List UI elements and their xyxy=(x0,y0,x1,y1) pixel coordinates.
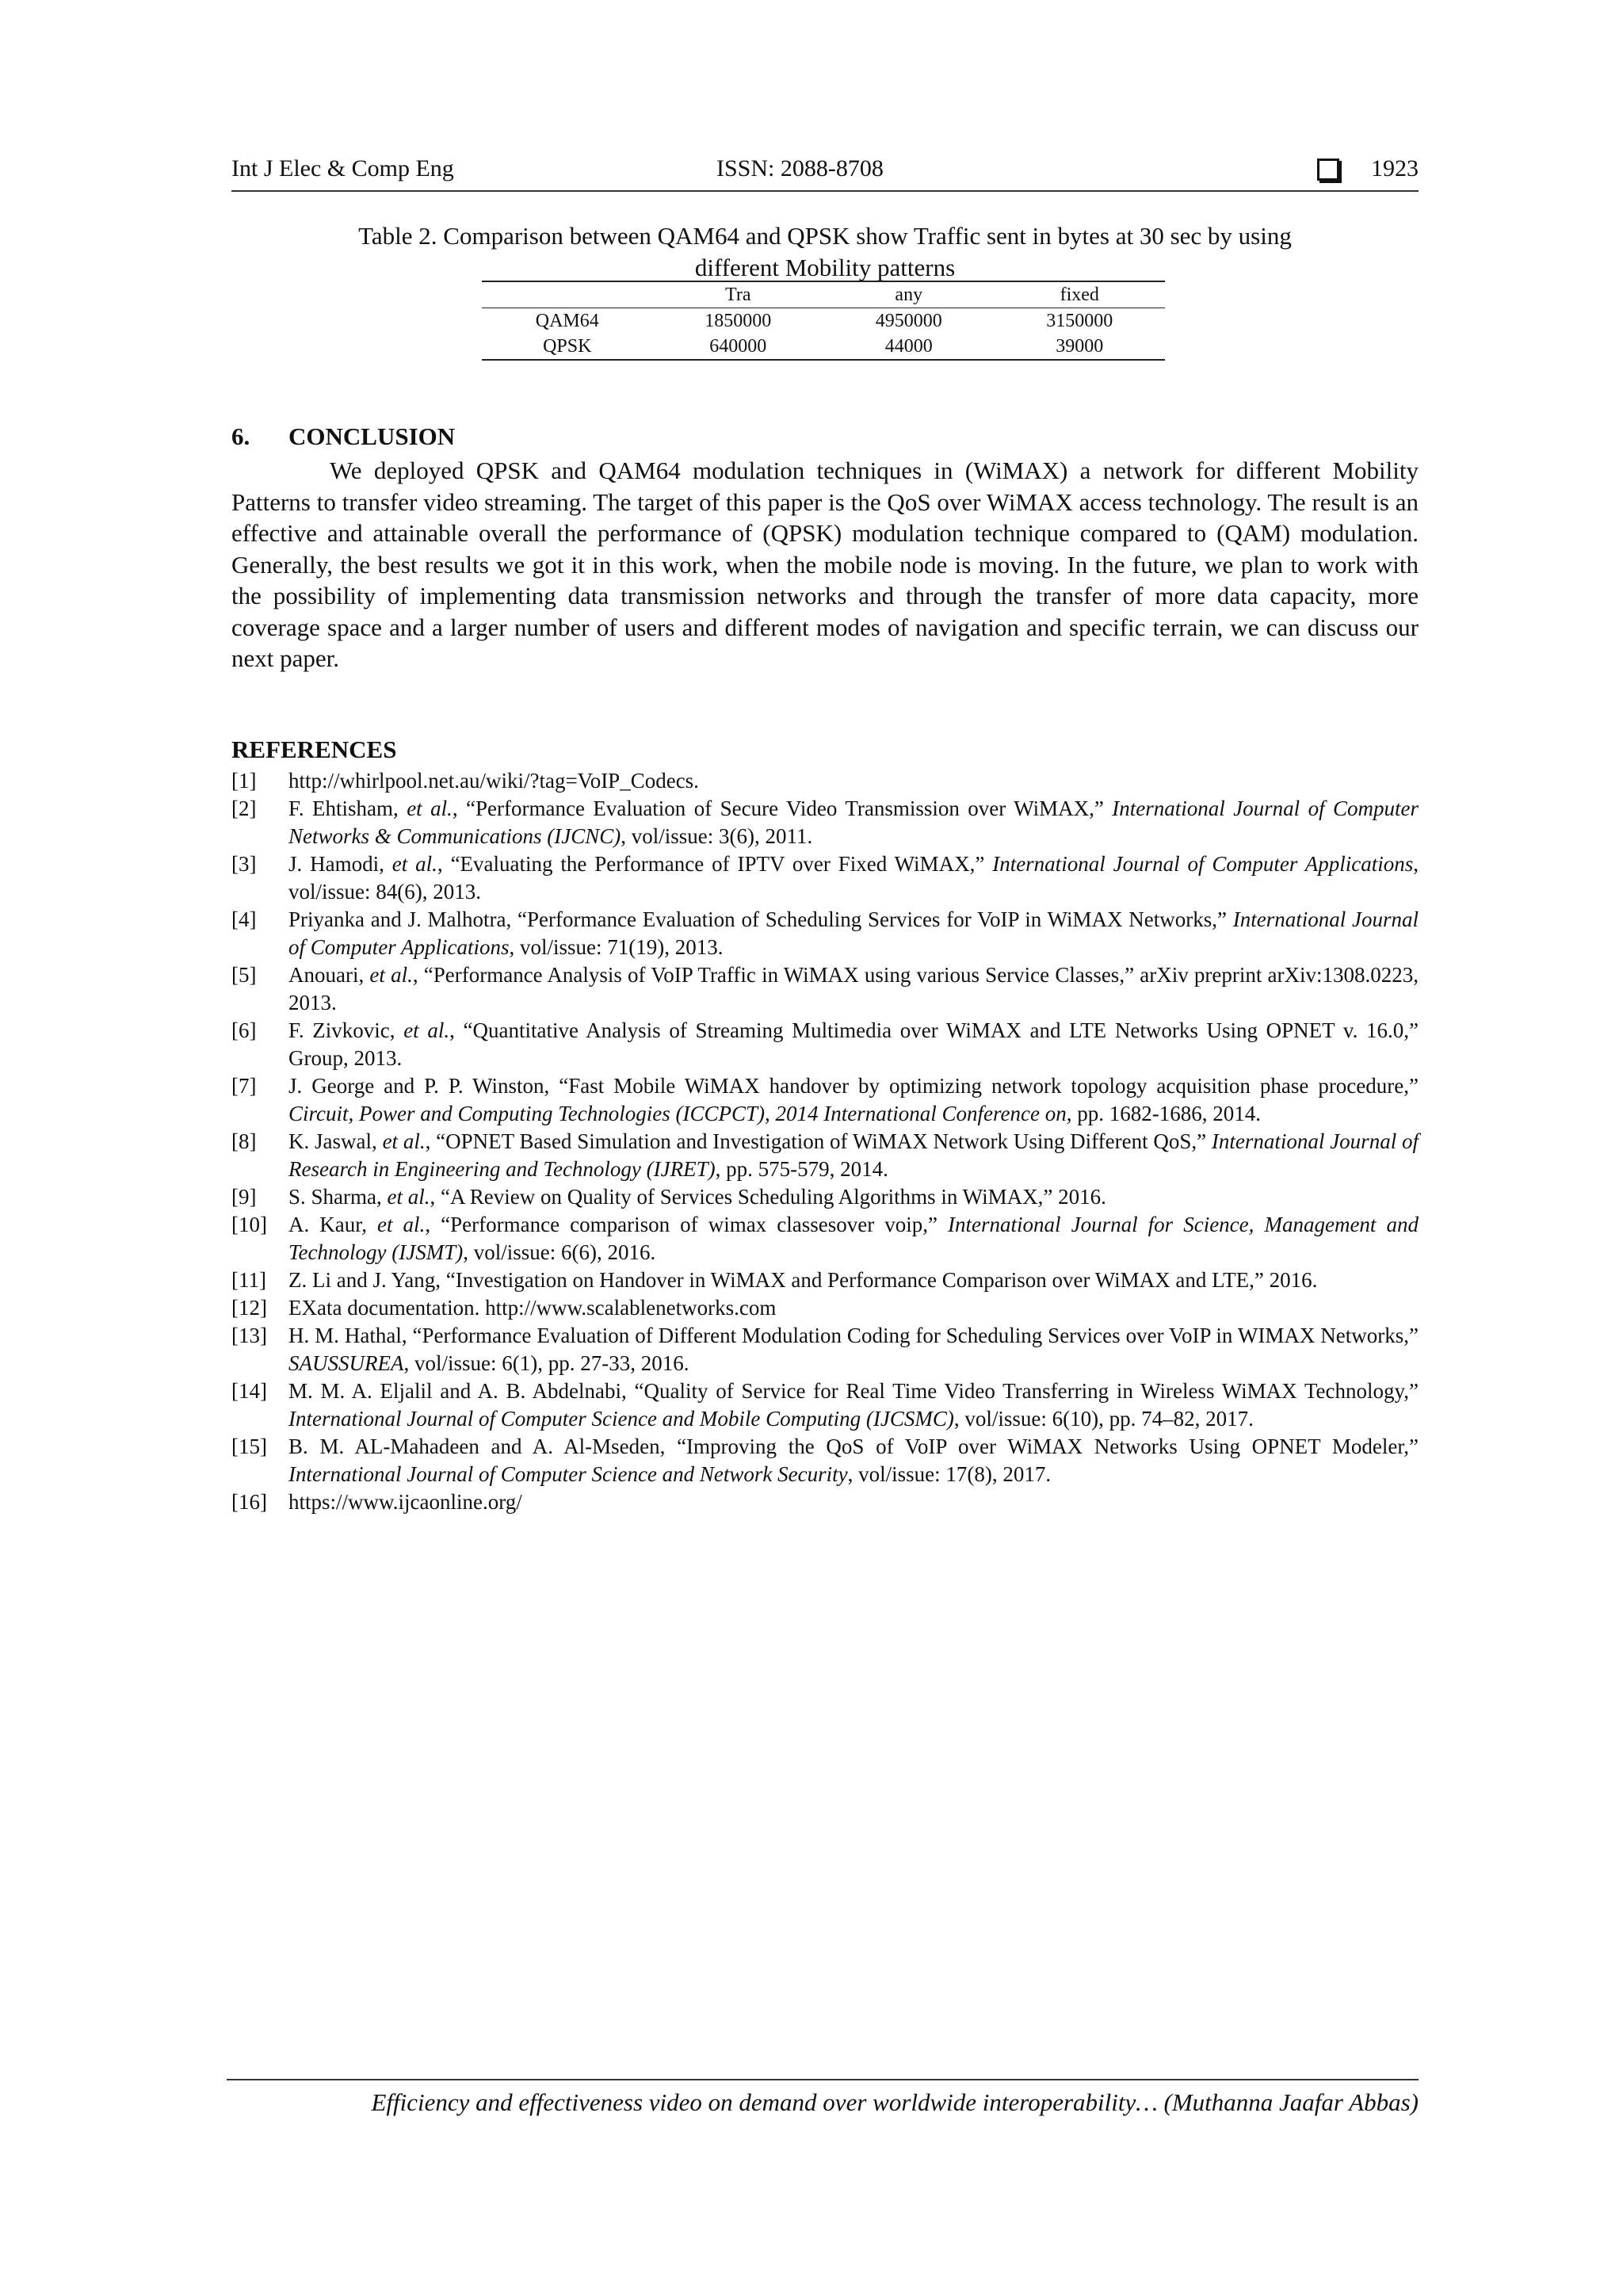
reference-italic-part: et al. xyxy=(407,797,453,820)
reference-text-part: Anouari, xyxy=(288,963,370,987)
reference-number: [11] xyxy=(231,1268,266,1292)
reference-text-part: http://whirlpool.net.au/wiki/?tag=VoIP_Codecs. xyxy=(288,769,699,793)
reference-italic-part: International Journal of Computer Applications xyxy=(288,907,1419,959)
reference-number: [4] xyxy=(231,907,257,931)
table-cell: 44000 xyxy=(884,335,933,357)
table-cell: 39000 xyxy=(1056,335,1104,357)
reference-italic-part: SAUSSUREA xyxy=(288,1351,404,1375)
reference-text-part: Priyanka and J. Malhotra, “Performance Evaluation of Scheduling Services for VoIP in WiMAX Networks,” xyxy=(288,907,1233,931)
reference-number: [1] xyxy=(231,769,257,793)
reference-italic-part: et al. xyxy=(391,852,437,876)
table-caption xyxy=(231,220,1419,284)
reference-text xyxy=(288,1488,1419,1516)
reference-number: [3] xyxy=(231,852,257,876)
reference-text-part: , pp. 1682-1686, 2014. xyxy=(1066,1102,1261,1125)
reference-italic-part: Circuit, Power and Computing Technologies (ICCPCT), 2014 International Conference on xyxy=(288,1102,1067,1125)
reference-text xyxy=(288,1072,1419,1128)
reference-item xyxy=(231,1072,1419,1128)
section-number: 6. xyxy=(231,422,250,450)
comparison-table xyxy=(482,281,1165,361)
square-bullet-icon xyxy=(1317,159,1339,181)
reference-number: [15] xyxy=(231,1435,267,1458)
reference-text-part: https://www.ijcaonline.org/ xyxy=(288,1490,522,1514)
reference-text xyxy=(288,850,1419,906)
section-title: CONCLUSION xyxy=(288,422,456,450)
table-cell: QAM64 xyxy=(535,310,599,331)
reference-text-part: F. Ehtisham, xyxy=(288,797,407,820)
reference-text-part: M. M. A. Eljalil and A. B. Abdelnabi, “Quality of Service for Real Time Video Transferring in Wireless WiMAX Technology,” xyxy=(288,1379,1419,1403)
reference-italic-part: et al. xyxy=(369,963,413,987)
reference-italic-part: International Journal of Computer Networks & Communications (IJCNC) xyxy=(288,797,1419,848)
page-number-group xyxy=(1317,155,1419,182)
reference-text-part: J. George and P. P. Winston, “Fast Mobile WiMAX handover by optimizing network topology acquisition phase procedure,” xyxy=(288,1074,1419,1098)
reference-text-part: F. Zivkovic, xyxy=(288,1018,404,1042)
reference-text xyxy=(288,906,1419,961)
reference-italic-part: et al. xyxy=(403,1018,450,1042)
reference-number: [7] xyxy=(231,1074,257,1098)
reference-text-part: S. Sharma, xyxy=(288,1185,388,1209)
reference-italic-part: International Journal of Computer Science and Network Security xyxy=(288,1462,848,1486)
reference-text xyxy=(288,795,1419,850)
reference-text-part: , “Performance Analysis of VoIP Traffic in WiMAX using various Service Classes,” arXiv preprint arXiv:1308.0223, 2013. xyxy=(288,963,1419,1014)
reference-text-part: , vol/issue: 17(8), 2017. xyxy=(847,1462,1052,1486)
reference-italic-part: et al. xyxy=(382,1129,426,1153)
journal-name: Int J Elec & Comp Eng xyxy=(231,155,454,181)
reference-text-part: , vol/issue: 3(6), 2011. xyxy=(621,824,813,848)
reference-number: [9] xyxy=(231,1185,257,1209)
page-number: 1923 xyxy=(1371,155,1419,181)
reference-text xyxy=(288,1377,1419,1433)
reference-text-part: , “Performance Evaluation of Secure Video Transmission over WiMAX,” xyxy=(452,797,1113,820)
reference-item xyxy=(231,1377,1419,1433)
conclusion-paragraph: We deployed QPSK and QAM64 modulation techniques in (WiMAX) a network for different Mobility Patterns to transfer video streaming. The target of this paper is the QoS over WiMAX access technology. The result is an effective and attainable overall the performance of (QPSK) modulation technique compared to (QAM) modulation. Generally, the best results we got it in this work, when the mobile node is moving. In the future, we plan to work with the possibility of implementing data transmission networks and through the transfer of more data capacity, more coverage space and a larger number of users and different modes of navigation and specific terrain, we can discuss our next paper. xyxy=(231,457,1419,672)
reference-item xyxy=(231,1183,1419,1211)
reference-item xyxy=(231,1433,1419,1488)
reference-text xyxy=(288,1294,1419,1322)
reference-number: [12] xyxy=(231,1296,267,1320)
reference-text-part: , “OPNET Based Simulation and Investigation of WiMAX Network Using Different QoS,” xyxy=(425,1129,1212,1153)
reference-item xyxy=(231,961,1419,1017)
reference-item xyxy=(231,906,1419,961)
table-header-cell: any xyxy=(823,281,995,308)
reference-number: [13] xyxy=(231,1324,267,1347)
reference-number: [10] xyxy=(231,1213,267,1236)
reference-text xyxy=(288,1128,1419,1183)
reference-text-part: A. Kaur, xyxy=(288,1213,378,1236)
reference-text xyxy=(288,961,1419,1017)
reference-text xyxy=(288,1266,1419,1294)
reference-italic-part: International Journal of Research in Engineering and Technology (IJRET) xyxy=(288,1129,1419,1181)
reference-text xyxy=(288,1433,1419,1488)
table-header-cell: fixed xyxy=(995,281,1166,308)
reference-text xyxy=(288,1017,1419,1072)
reference-item xyxy=(231,1211,1419,1266)
reference-list xyxy=(231,767,1419,1516)
reference-number: [2] xyxy=(231,797,257,820)
reference-italic-part: International Journal of Computer Applications xyxy=(992,852,1414,876)
reference-number: [14] xyxy=(231,1379,267,1403)
page-footer: Efficiency and effectiveness video on demand over worldwide interoperability… (Muthanna Jaafar Abbas) xyxy=(227,2079,1419,2117)
reference-item xyxy=(231,1294,1419,1322)
table-row xyxy=(482,334,1165,360)
table-cell: QPSK xyxy=(543,335,592,357)
table-cell: 640000 xyxy=(709,335,767,357)
reference-text-part: , “Performance comparison of wimax classesover voip,” xyxy=(425,1213,949,1236)
table-header-cell: Tra xyxy=(653,281,824,308)
table-cell: 3150000 xyxy=(1046,310,1113,331)
reference-text-part: , “Quantitative Analysis of Streaming Multimedia over WiMAX and LTE Networks Using OPNET v. 16.0,” Group, 2013. xyxy=(288,1018,1419,1070)
reference-item xyxy=(231,1128,1419,1183)
reference-text xyxy=(288,1322,1419,1377)
reference-text xyxy=(288,767,1419,795)
reference-text-part: , vol/issue: 71(19), 2013. xyxy=(509,935,724,959)
reference-text-part: EXata documentation. http://www.scalablenetworks.com xyxy=(288,1296,777,1320)
reference-item xyxy=(231,795,1419,850)
reference-item xyxy=(231,850,1419,906)
reference-text-part: J. Hamodi, xyxy=(288,852,392,876)
reference-text-part: , vol/issue: 6(10), pp. 74–82, 2017. xyxy=(953,1407,1254,1431)
reference-italic-part: International Journal for Science, Management and Technology (IJSMT) xyxy=(288,1213,1419,1264)
reference-number: [6] xyxy=(231,1018,257,1042)
table-header-row xyxy=(482,281,1165,308)
references-heading: REFERENCES xyxy=(231,735,397,763)
reference-text xyxy=(288,1183,1419,1211)
reference-item xyxy=(231,1266,1419,1294)
reference-text xyxy=(288,1211,1419,1266)
table-caption-line-2: different Mobility patterns xyxy=(694,254,956,281)
reference-number: [5] xyxy=(231,963,257,987)
reference-item xyxy=(231,767,1419,795)
reference-text-part: B. M. AL-Mahadeen and A. Al-Mseden, “Improving the QoS of VoIP over WiMAX Networks Using OPNET Modeler,” xyxy=(288,1435,1419,1458)
conclusion-heading xyxy=(231,422,455,451)
reference-text-part: , vol/issue: 6(6), 2016. xyxy=(463,1240,656,1264)
table-cell: 4950000 xyxy=(875,310,942,331)
reference-text-part: , vol/issue: 6(1), pp. 27-33, 2016. xyxy=(403,1351,689,1375)
reference-text-part: K. Jaswal, xyxy=(288,1129,383,1153)
reference-italic-part: et al. xyxy=(377,1213,426,1236)
reference-text-part: , “A Review on Quality of Services Scheduling Algorithms in WiMAX,” 2016. xyxy=(430,1185,1106,1209)
reference-text-part: , pp. 575-579, 2014. xyxy=(715,1157,888,1181)
table-caption-line-1: Table 2. Comparison between QAM64 and QPSK show Traffic sent in bytes at 30 sec by using xyxy=(358,222,1292,250)
reference-italic-part: International Journal of Computer Science and Mobile Computing (IJCSMC) xyxy=(288,1407,954,1431)
reference-italic-part: et al. xyxy=(387,1185,430,1209)
reference-number: [8] xyxy=(231,1129,257,1153)
reference-text-part: H. M. Hathal, “Performance Evaluation of Different Modulation Coding for Scheduling Services over VoIP in WIMAX Networks,” xyxy=(288,1324,1419,1347)
reference-text-part: , “Evaluating the Performance of IPTV over Fixed WiMAX,” xyxy=(437,852,993,876)
page-header xyxy=(231,154,1419,192)
table-row xyxy=(482,308,1165,334)
table-header-cell xyxy=(482,281,653,308)
issn: ISSN: 2088-8708 xyxy=(716,155,884,181)
table-cell: 1850000 xyxy=(705,310,772,331)
reference-item xyxy=(231,1488,1419,1516)
reference-number: [16] xyxy=(231,1490,267,1514)
reference-text-part: Z. Li and J. Yang, “Investigation on Handover in WiMAX and Performance Comparison over WiMAX and LTE,” 2016. xyxy=(288,1268,1318,1292)
reference-item xyxy=(231,1017,1419,1072)
reference-item xyxy=(231,1322,1419,1377)
reference-text-part: , vol/issue: 84(6), 2013. xyxy=(288,852,1419,904)
